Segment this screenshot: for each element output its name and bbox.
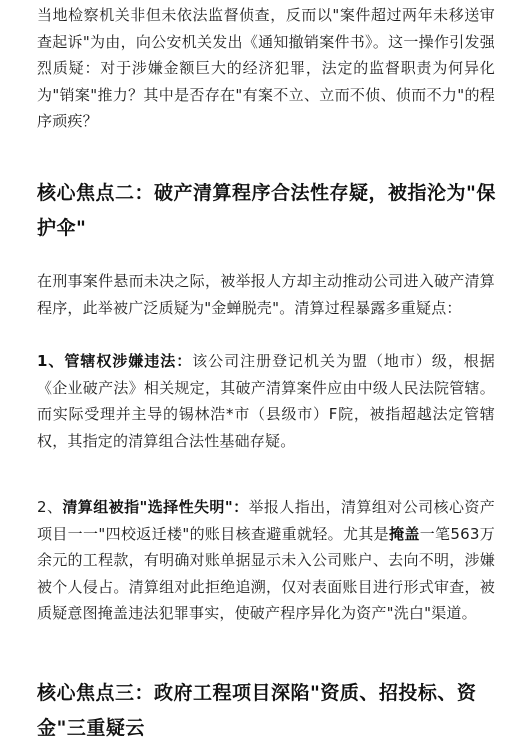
- liquidation-issue-lead: 清算组被指"选择性失明"：: [62, 498, 249, 516]
- jurisdiction-issue-lead: 1、管辖权涉嫌违法：: [37, 352, 193, 370]
- jurisdiction-issue-body: 该公司注册登记机关为盟（地市）级，根据《企业破产法》相关规定，其破产清算案件应由中级人民法院管辖。而实际受理并主导的锡林浩*市（县级市）F院，被指超越法定管辖权，其指定的清算组合法性基础存疑。: [37, 352, 495, 450]
- paragraph-liquidation-group-issue: [37, 494, 495, 627]
- paragraph-jurisdiction-issue: [37, 348, 495, 454]
- liquidation-issue-body-part2: 一笔563万余元的工程款，有明确对账单据显示未入公司账户、去向不明，涉嫌被个人侵占。清算组对此拒绝追溯，仅对表面账目进行形式审查，被质疑意图掩盖违法犯罪事实，使破产程序异化为资产"洗白"渠道。: [37, 524, 495, 622]
- paragraph-bankruptcy-intro: 在刑事案件悬而未决之际，被举报人方却主动推动公司进入破产清算程序，此举被广泛质疑为"金蝉脱壳"。清算过程暴露多重疑点：: [37, 272, 495, 317]
- paragraph-procuratorate-revocation: 当地检察机关非但未依法监督侦查，反而以"案件超过两年未移送审查起诉"为由，向公安机关发出《通知撤销案件书》。这一操作引发强烈质疑：对于涉嫌金额巨大的经济犯罪，法定的监督职责为何异化为"销案"推力？其中是否存在"有案不立、立而不侦、侦而不力"的程序顽疾？: [37, 6, 495, 130]
- liquidation-issue-emphasis: 掩盖: [389, 524, 420, 543]
- liquidation-issue-number: 2、: [37, 498, 63, 516]
- heading-focus-two: 核心焦点二：破产清算程序合法性存疑，被指沦为"保护伞": [37, 182, 496, 239]
- liquidation-issue-body-part1: 举报人指出，清算组对公司核心资产项目一一"四校返迁楼"的账目核查避重就轻。尤其是: [37, 498, 496, 543]
- heading-focus-three: 核心焦点三：政府工程项目深陷"资质、招投标、资金"三重疑云: [37, 682, 477, 739]
